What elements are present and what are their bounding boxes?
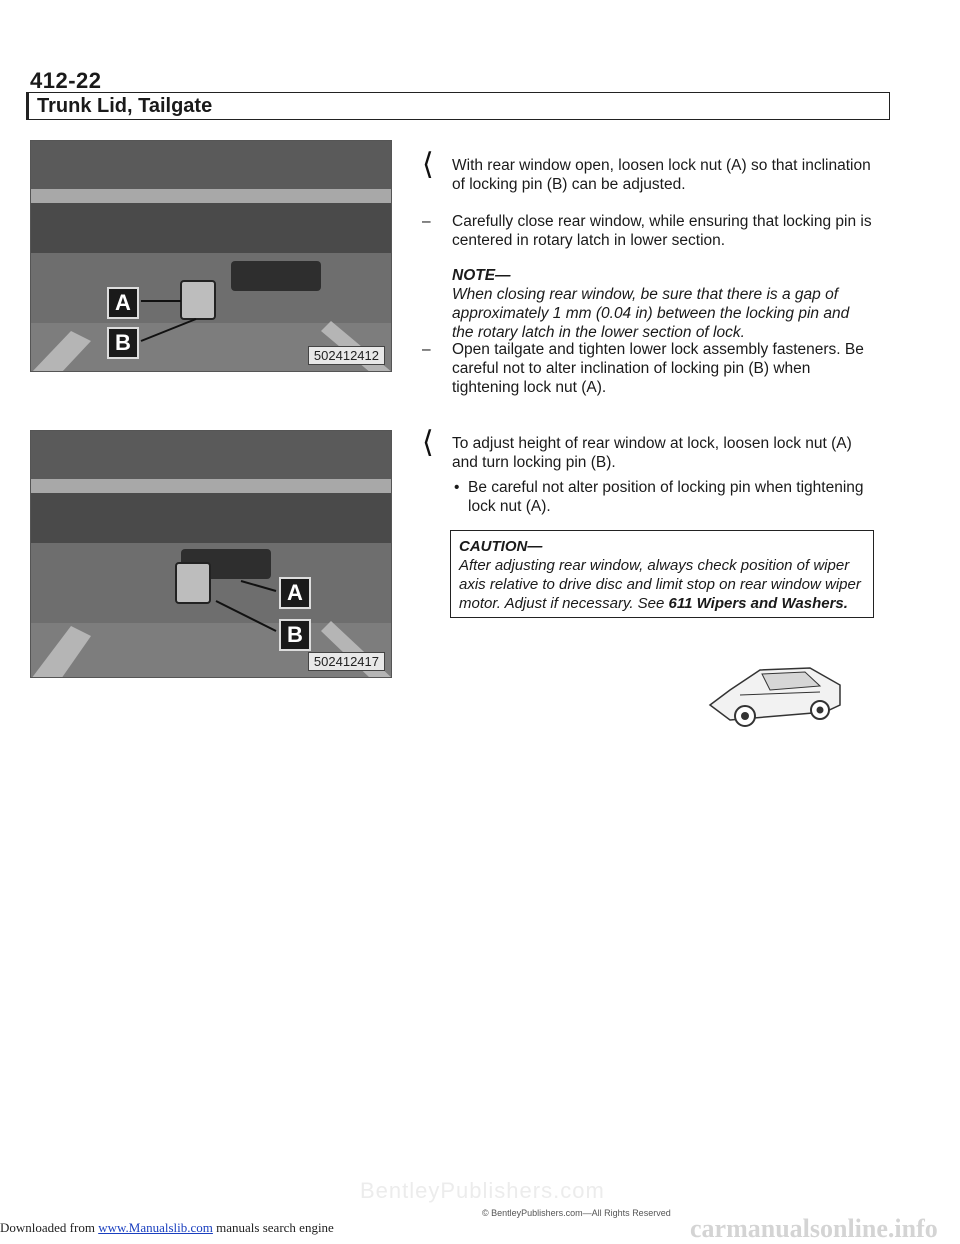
footer-suffix: manuals search engine [216, 1220, 334, 1235]
callout-b: B [107, 327, 139, 359]
page-number: 412-22 [30, 68, 102, 93]
left-arrow-icon: ⟨ [422, 148, 434, 181]
caution-body-text: After adjusting rear window, always check position of wiper axis relative to drive disc and limit stop on rear window wiper motor. Adjust if necessary. See [459, 557, 861, 612]
site-watermark: carmanualsonline.info [690, 1214, 938, 1243]
dash-marker: – [422, 341, 431, 358]
figure-1-photo [30, 140, 392, 372]
callout-a: A [279, 577, 311, 609]
step-4-text: To adjust height of rear window at lock, loosen lock nut (A) and turn locking pin (B). [452, 435, 852, 471]
step-2-text: Carefully close rear window, while ensuring that locking pin is centered in rotary latch in lower section. [452, 213, 872, 249]
section-title-bar [26, 92, 890, 120]
note-text: When closing rear window, be sure that there is a gap of approximately 1 mm (0.04 in) between the locking pin and the rotary latch in the lower section of lock. [452, 286, 850, 341]
left-arrow-icon: ⟨ [422, 426, 434, 459]
bullet-icon: • [454, 479, 460, 496]
photo-number: 502412417 [308, 652, 385, 671]
section-title: Trunk Lid, Tailgate [37, 95, 213, 117]
callout-b: B [279, 619, 311, 651]
download-footer [0, 1220, 334, 1236]
caution-box [450, 530, 874, 618]
step-3 [422, 340, 872, 397]
figure-2-photo [30, 430, 392, 678]
callout-a: A [107, 287, 139, 319]
caution-label: CAUTION— [459, 538, 543, 555]
step-3-text: Open tailgate and tighten lower lock assembly fasteners. Be careful not to alter inclination of locking pin (B) when tightening lock nut (A). [452, 341, 864, 396]
dash-marker: – [422, 213, 431, 230]
car-illustration [700, 650, 850, 740]
note [452, 266, 872, 342]
step-1 [422, 148, 872, 194]
figure-2-illustration [31, 431, 392, 678]
bullet-1-text: Be careful not alter position of locking pin when tightening lock nut (A). [468, 479, 864, 515]
footer-prefix: Downloaded from [0, 1220, 95, 1235]
step-4 [422, 426, 872, 472]
caution-text [459, 556, 865, 613]
publisher-watermark: BentleyPublishers.com [360, 1178, 605, 1203]
note-label: NOTE— [452, 267, 511, 284]
step-2 [422, 212, 872, 250]
copyright: © BentleyPublishers.com—All Rights Reserved [482, 1208, 671, 1218]
bullet-1 [454, 478, 872, 516]
caution-reference: 611 Wipers and Washers. [668, 595, 848, 612]
step-1-text: With rear window open, loosen lock nut (A) so that inclination of locking pin (B) can be adjusted. [452, 157, 871, 193]
manualslib-link[interactable]: www.Manualslib.com [98, 1220, 213, 1235]
figure-1-illustration [31, 141, 392, 372]
photo-number: 502412412 [308, 346, 385, 365]
